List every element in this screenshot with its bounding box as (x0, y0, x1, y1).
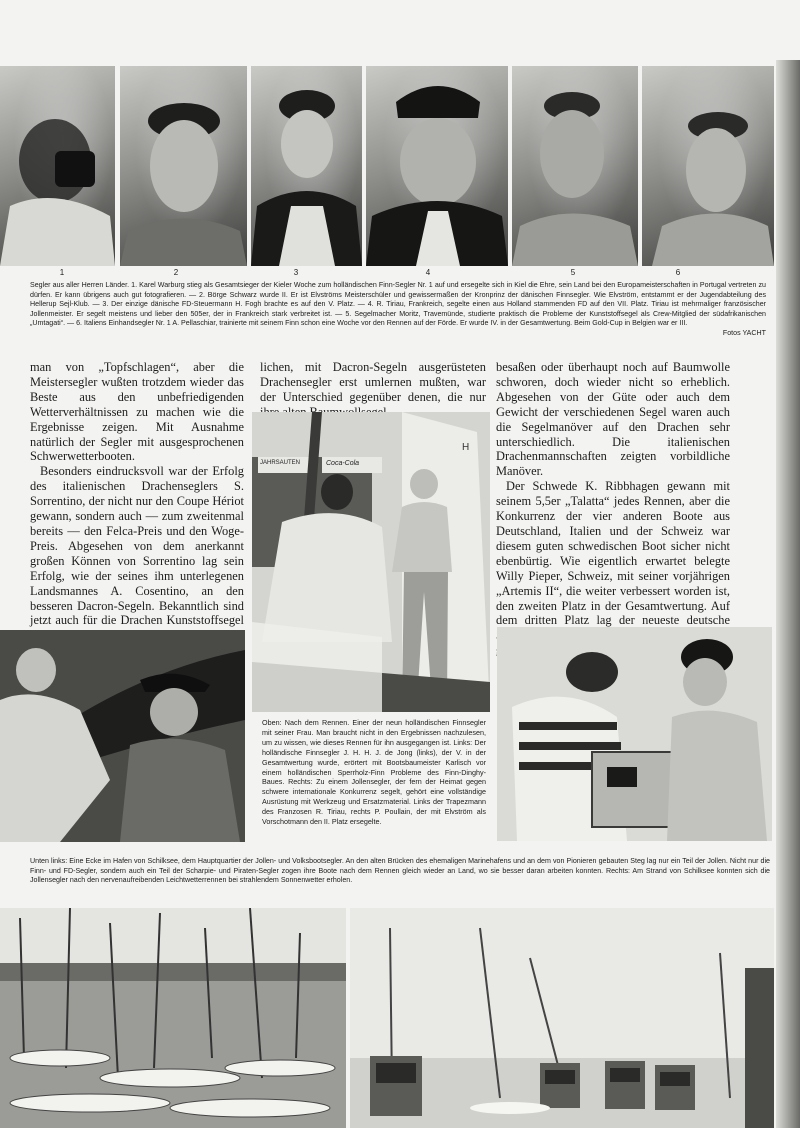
sign-snack-bar: JAHRSAUTEN (260, 460, 301, 466)
column3-paragraph-2: Der Schwede K. Ribbhagen gewann mit seinem 5,5er „Talatta“ jedes Rennen, aber die Konkurrenz der vier anderen Boote aus Deutschland, Italien und der Schweiz war diesem guten schwedischen Boot sicher nicht ebenbürtig. Wie eigentlich erwartet belegte Willy Pieper, Schweiz, mit seiner vorjährigen „Artemis II“, die weiter verbessert worden ist, den zweiten Platz in der Gesamtwertung. Auf dem dritten Platz lag der neueste deutsche (496, 479, 730, 628)
column1-paragraph-2: Besonders eindrucksvoll war der Erfolg des italienischen Drachenseglers S. Sorrentino, der nicht nur den Coupe Hériot gewann, sondern auch — zum zweitenmal bereits — den Felca-Preis und den Woge-Preis. Abgesehen von dem anerkannt großen Können von Sorrentino lag sein Erfolg, wie der seines ihm unterlegenen Landsmannes A. Cosentino, an den besseren Dacron-Segeln. Bekanntlich sind jetzt auch für die Drachen Kunststoffsegel (30, 464, 244, 628)
sail-letter: H (462, 442, 470, 453)
photo-number-2: 2 (173, 268, 179, 277)
left-photo-boatbuilders (0, 630, 245, 842)
article-column-3 (496, 360, 730, 658)
center-photo-couple (252, 412, 490, 712)
portrait-photo-6 (642, 66, 774, 266)
bottom-left-photo-harbour (0, 908, 346, 1128)
article-column-2 (260, 360, 486, 420)
sign-coca-cola: Coca-Cola (326, 460, 360, 467)
bottom-caption: Unten links: Eine Ecke im Hafen von Schilksee, dem Hauptquartier der Jollen- und Volksbootsegler. An den alten Brücken des ehemaligen Marinehafens und an dem von Pionieren gebauten Steg lag nur ein Teil der Jollen. Nicht nur die Finn- und FD-Segler, sondern auch ein Teil der Scharpie- und Piraten-Segler zogen ihre Boote nach dem Rennen gleich wieder an Land, wo sie besser daran arbeiten konnten. Rechts: Am Strand von Schilksee konnten sich die Jollensegler nach den nervenaufreibenden Leichtwetterrennen bei strahlendem Sonnenwetter erholen. (30, 857, 770, 885)
photo-number-1: 1 (59, 268, 65, 277)
top-caption-block (30, 281, 766, 339)
portrait-photo-2 (120, 66, 247, 266)
photo-credit: Fotos YACHT (722, 328, 766, 337)
portrait-photo-1 (0, 66, 115, 266)
bottom-right-photo-beach (350, 908, 774, 1128)
column3-paragraph-1: besaßen oder überhaupt noch auf Baumwolle schworen, doch wieder nicht so erheblich. Abgesehen von der Güte oder auch dem Gewicht der verschiedenen Segel waren auch die Segelmanöver auf den Drachen sehr unterschiedlich. Die italienischen Drachenmannschaften zeigten vorbildliche Manöver. (496, 360, 730, 479)
adjacent-page-edge (776, 60, 800, 1128)
column2-paragraph: lichen, mit Dacron-Segeln ausgerüsteten Drachensegler erst umlernen mußten, war der Unterschied gegenüber denen, die nur (260, 360, 486, 404)
portrait-photo-3 (251, 66, 362, 266)
photo-number-3: 3 (293, 268, 299, 277)
portrait-photo-5 (512, 66, 638, 266)
portrait-photo-4 (366, 66, 508, 266)
photo-number-6: 6 (675, 268, 681, 277)
right-photo-toolbox (497, 627, 772, 841)
photo-number-4: 4 (425, 268, 431, 277)
photo-number-5: 5 (570, 268, 576, 277)
center-caption: Oben: Nach dem Rennen. Einer der neun holländischen Finnsegler mit seiner Frau. Man braucht nicht in den Ergebnissen nachzulesen, um zu wissen, wie dieses Rennen für ihn ausgegangen ist. Links: Der holländische Finnsegler J. H. H. J. de Jong (links), der V. in der Gesamtwertung wurde, erörtert mit Bootsbaumeister Karlisch vor einem holländischen Sperrholz-Finn Probleme des Finn-Dinghy-Baues. Rechts: Zu einem Jollensegler, der fern der Heimat gegen schwere internationale Konkurrenz segelt, gehört eine vollständige Ausrüstung mit Werkzeug und Ersatzmaterial. Links der Trapezmann des Franzosen R. Tiriau, rechts P. Poullain, der mit Elvström als Vorschotmann den II. Platz ersegelte. (262, 718, 486, 827)
column1-paragraph-1: man von „Topfschlagen“, aber die Meistersegler wußten trotzdem wieder das Beste aus den unbefriedigenden Wetterverhältnissen zu machen wie die Ergebnisse zeigen. Mit Ausnahme natürlich der Segler mit ausgesprochenen Schwerwetterbooten. (30, 360, 244, 464)
top-caption: Segler aus aller Herren Länder. 1. Karel Warburg stieg als Gesamtsieger der Kieler Woche zum holländischen Finn-Segler Nr. 1 auf und ersegelte sich in Kiel die Ehre, sein Land bei den Europameisterschaften in Portugal vertreten zu dürfen. Er kann übrigens auch gut fotografieren. — 2. Börge Schwarz wurde II. Er ist Elvströms Meisterschüler und gewissermaßen der Kronprinz der dänischen Finnsegler. Wie Elvström, entstammt er der Jugendabteilung des Hellerup Sejl-Klub. — 3. Der einzige dänische FD-Steuermann H. Fogh brachte es auf den V. Platz. — 4. R. Tiriau, Frankreich, segelte einen aus Holland stammenden FD auf den VII. Platz. Tiriau ist mehrmaliger französischer Jollenmeister. Er segelt meistens und lieber den 505er, der in Frankreich stark verbreitet ist. — 5. Segelmacher Moritz, Travemünde, studierte praktisch die Probleme der Kunststoffsegel als Crew-Mitglied der südafrikanischen „Umtagati“. — 6. Italiens Einhandsegler Nr. 1 A. Pellaschiar, trainierte mit seinem Finn schon eine Woche vor den Rennen auf der Förde. Er wurde IV. in der Gesamtwertung. Beim Gold-Cup in Belgien war er III. (30, 281, 766, 328)
